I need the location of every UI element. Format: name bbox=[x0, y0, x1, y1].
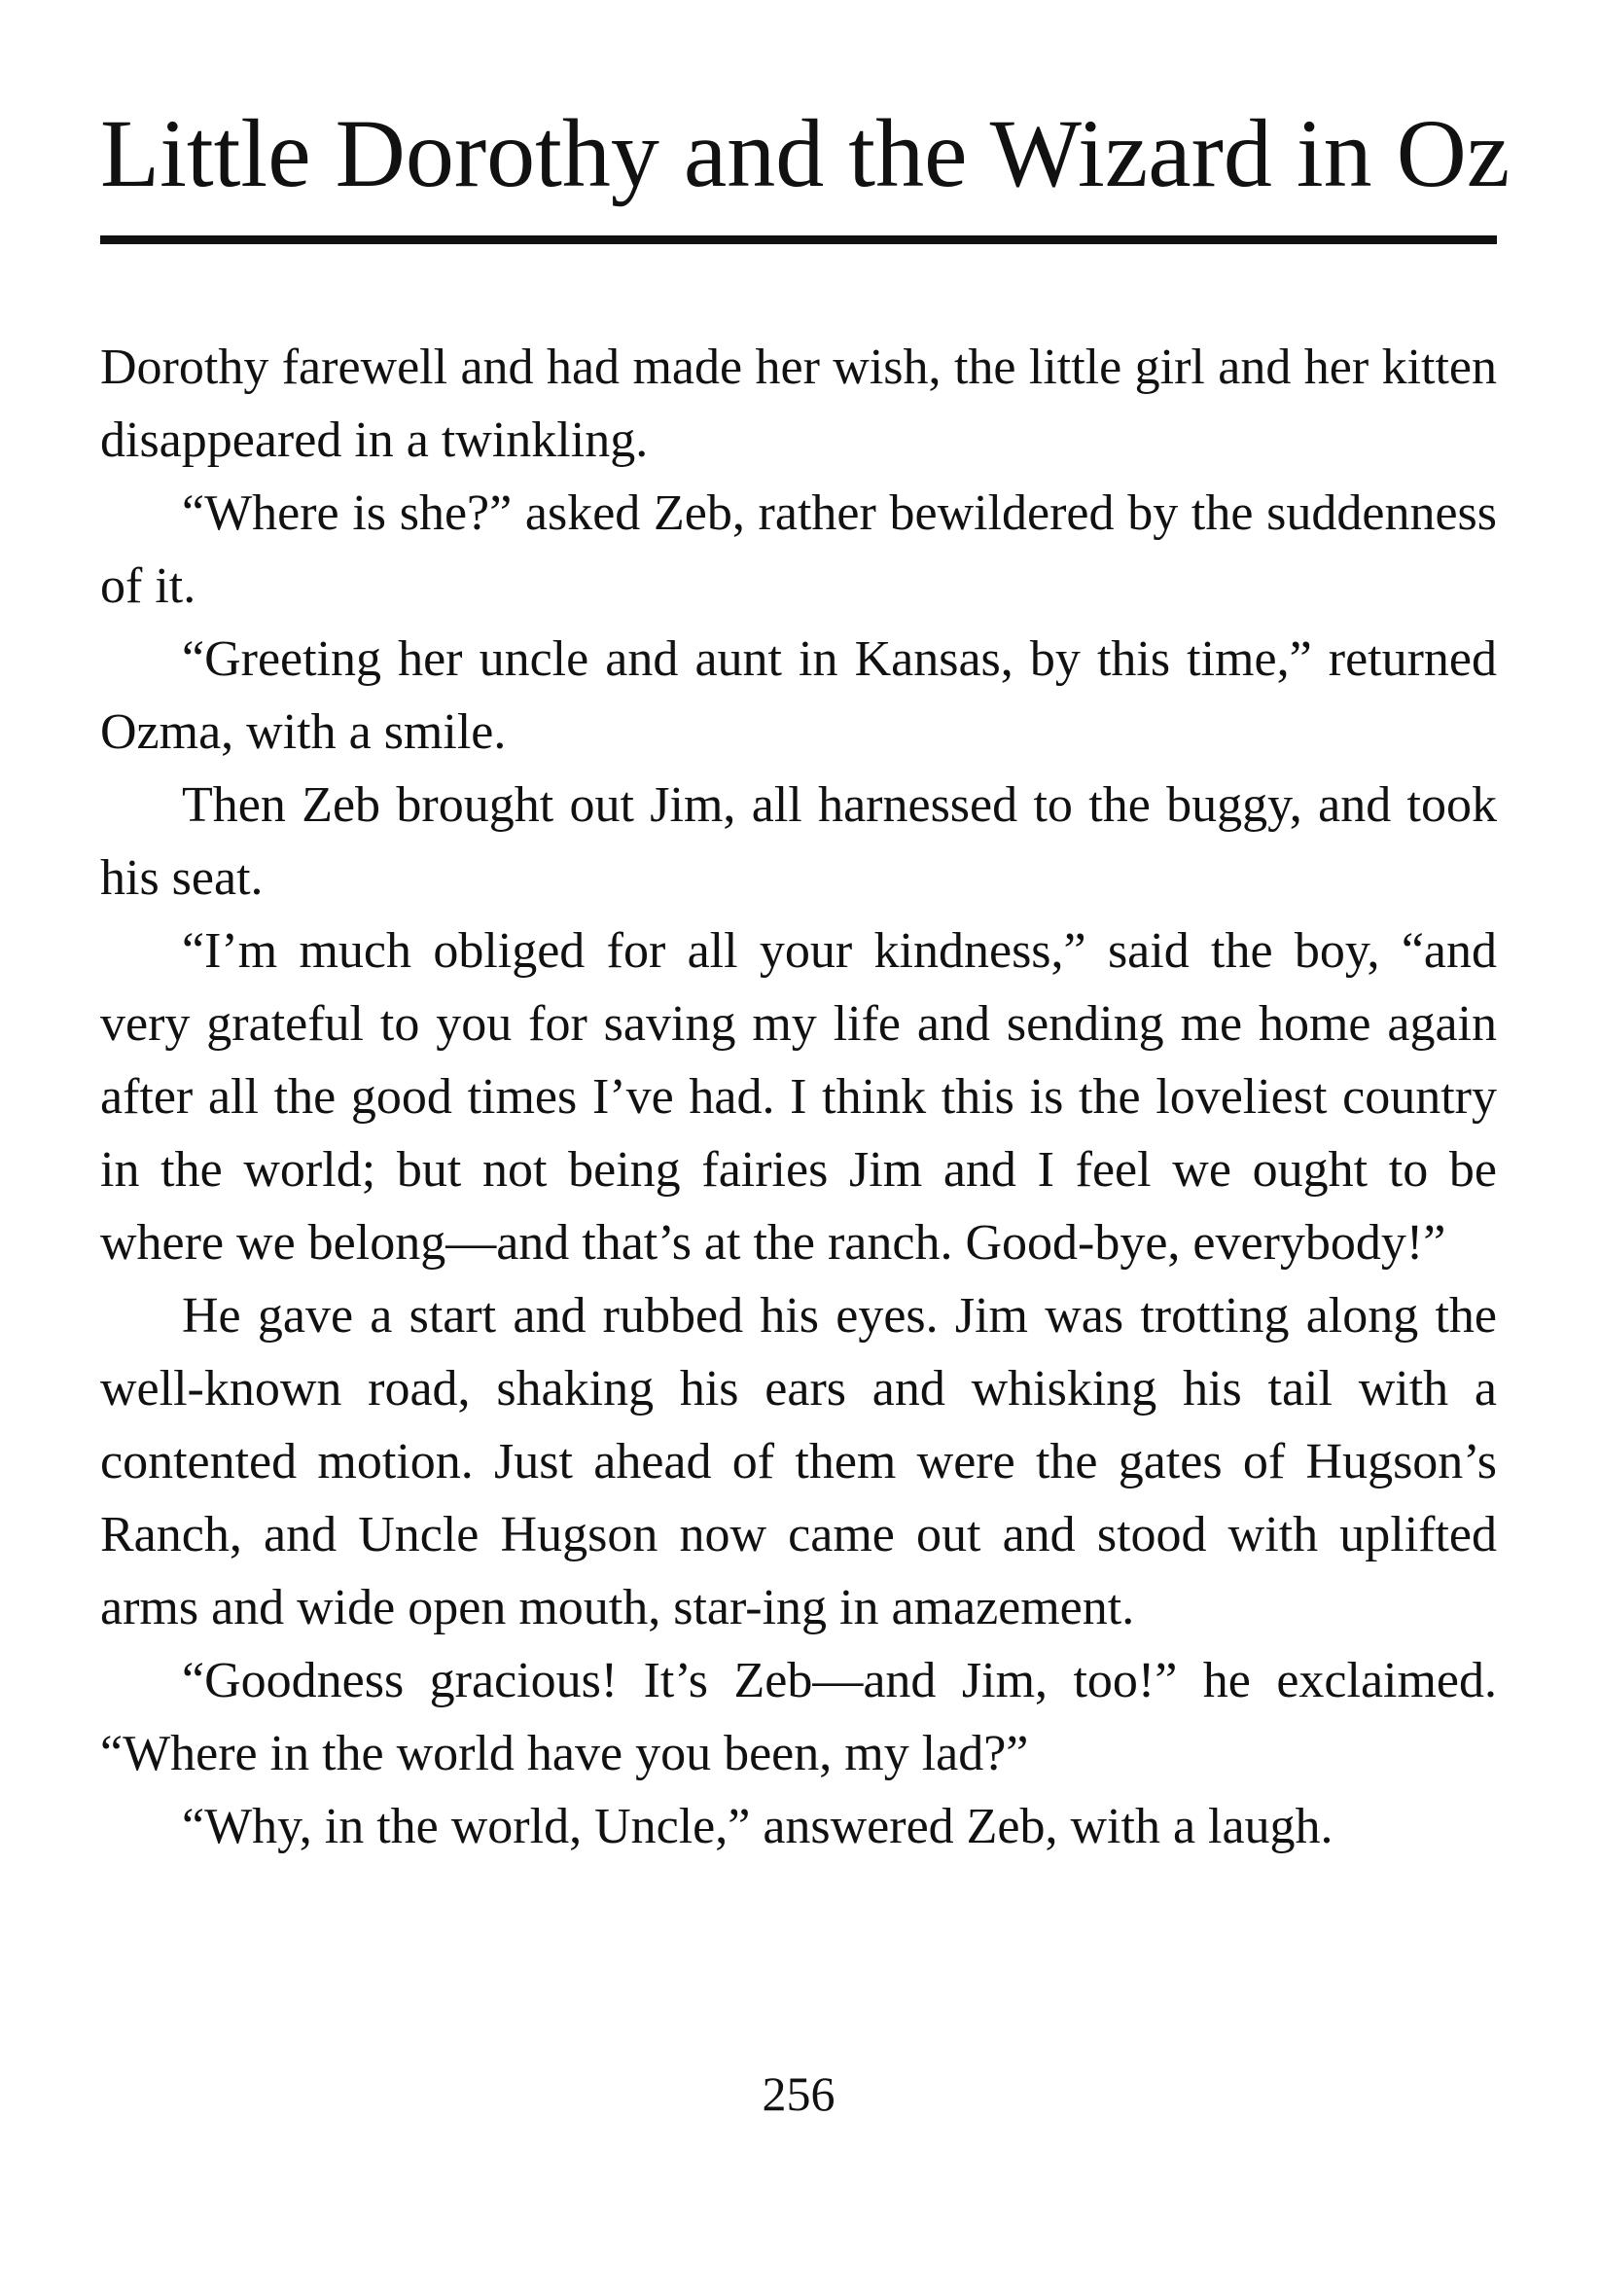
book-page bbox=[100, 0, 1511, 2296]
page-title: Little Dorothy and the Wizard in Oz bbox=[100, 99, 1511, 207]
page-number: 256 bbox=[762, 2066, 836, 2121]
paragraph: “Goodness gracious! It’s Zeb—and Jim, too!” he exclaimed. “Where in the world have you been, my lad?” bbox=[100, 1653, 1497, 1781]
body-text bbox=[100, 331, 1497, 1863]
title-rule bbox=[100, 235, 1497, 244]
paragraph: Then Zeb brought out Jim, all harnessed to the buggy, and took his seat. bbox=[100, 777, 1497, 906]
paragraph: “Greeting her uncle and aunt in Kansas, by this time,” returned Ozma, with a smile. bbox=[100, 631, 1497, 760]
paragraph: He gave a start and rubbed his eyes. Jim was trotting along the well-known road, shaking his ears and whisking his tail with a contented motion. Just ahead of them were the gates of Hugson’s Ranch, and Uncle Hugson now came out and stood with uplifted arms and wide open mouth, star-ing in amazement. bbox=[100, 1288, 1497, 1635]
paragraph: “I’m much obliged for all your kindness,” said the boy, “and very grateful to you for saving my life and sending me home again after all the good times I’ve had. I think this is the loveliest country in the world; but not being fairies Jim and I feel we ought to be where we belong—and that’s at the ranch. Good-bye, everybody!” bbox=[100, 923, 1497, 1271]
paragraph-continuation: Dorothy farewell and had made her wish, the little girl and her kitten disappeared in a twinkling. bbox=[100, 340, 1497, 468]
paragraph: “Why, in the world, Uncle,” answered Zeb, with a laugh. bbox=[182, 1799, 1333, 1854]
paragraph: “Where is she?” asked Zeb, rather bewildered by the suddenness of it. bbox=[100, 485, 1497, 614]
